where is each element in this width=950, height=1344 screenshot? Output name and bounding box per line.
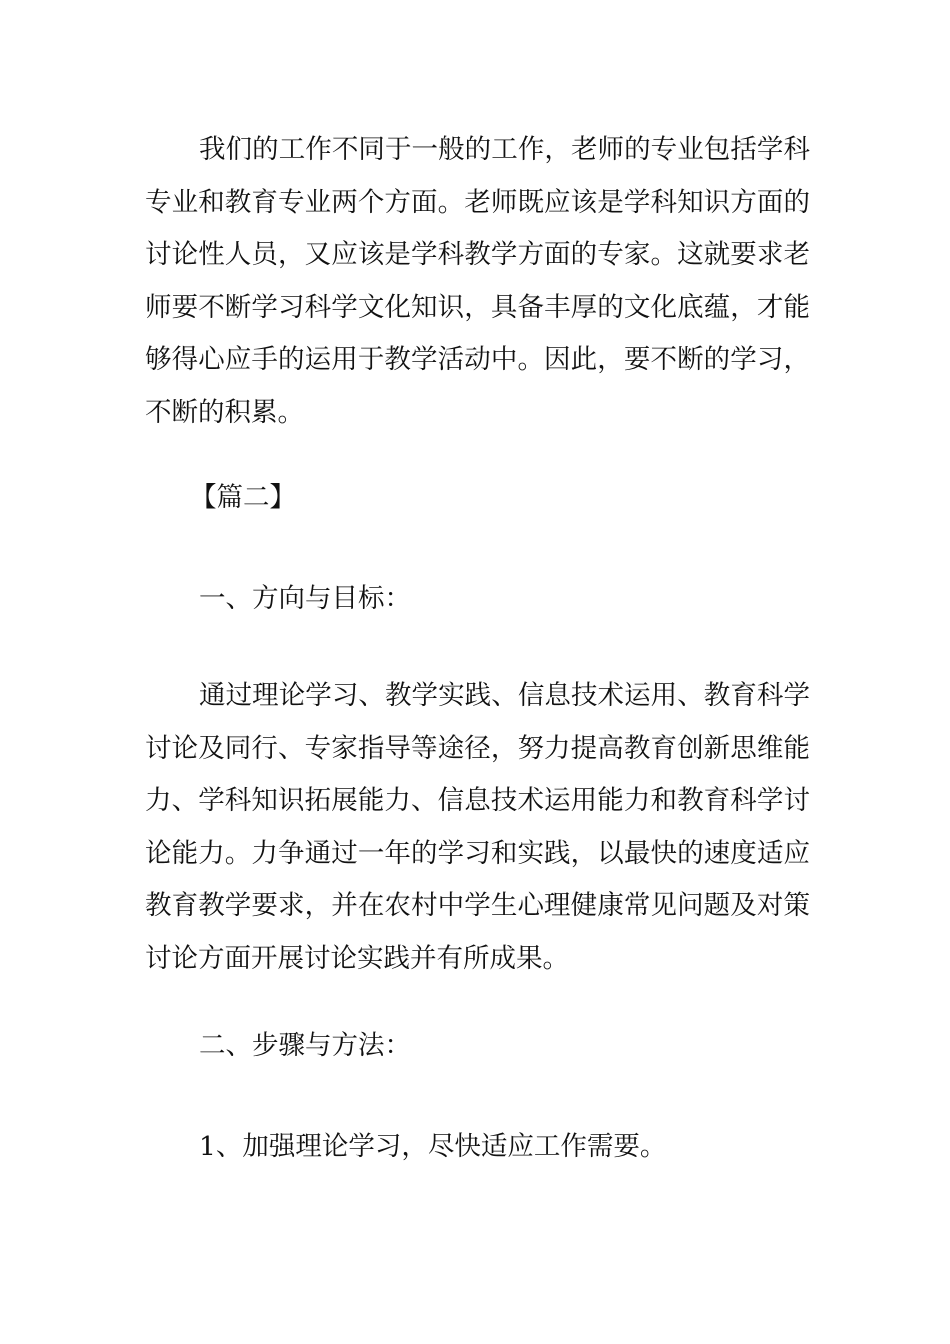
- intro-paragraph: 我们的工作不同于一般的工作，老师的专业包括学科专业和教育专业两个方面。老师既应该是学科知识方面的讨论性人员，又应该是学科教学方面的专家。这就要求老师要不断学习科学文化知识，具备丰厚的文化底蕴，才能够得心应手的运用于教学活动中。因此，要不断的学习，不断的积累。: [145, 134, 810, 428]
- heading-steps-methods: 二、步骤与方法：: [199, 1030, 411, 1061]
- section-title: 【篇二】: [190, 482, 296, 513]
- goals-paragraph: 通过理论学习、教学实践、信息技术运用、教育科学讨论及同行、专家指导等途径，努力提高教育创新思维能力、学科知识拓展能力、信息技术运用能力和教育科学讨论能力。力争通过一年的学习和实践，以最快的速度适应教育教学要求，并在农村中学生心理健康常见问题及对策讨论方面开展讨论实践并有所成果。: [145, 680, 810, 974]
- heading-direction-goals: 一、方向与目标：: [199, 583, 411, 614]
- list-item-1: 1、加强理论学习，尽快适应工作需要。: [199, 1131, 667, 1162]
